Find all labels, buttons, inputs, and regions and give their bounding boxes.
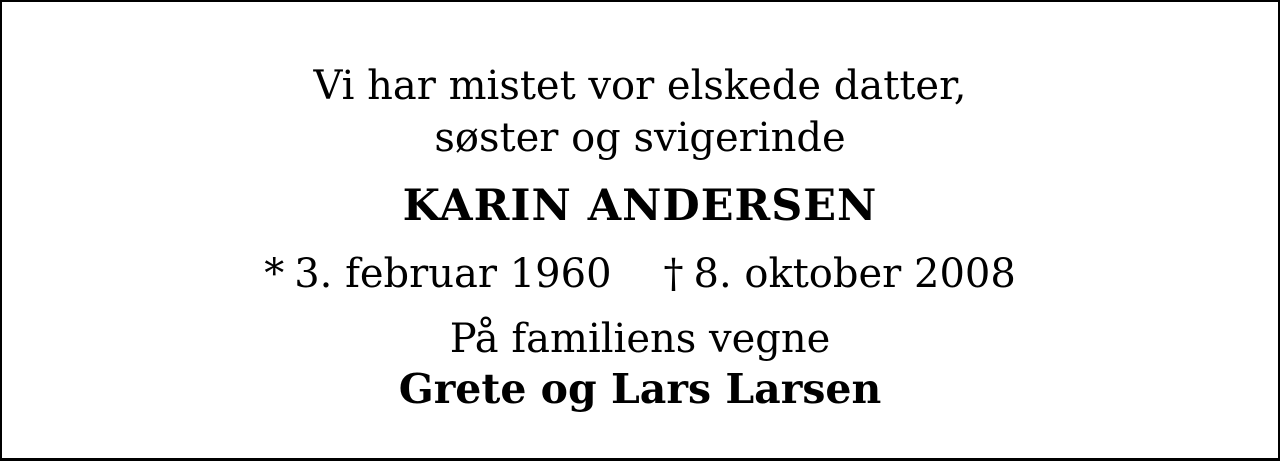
death-date-group: [664, 248, 1016, 300]
intro-line-2: søster og svigerinde: [434, 115, 846, 161]
birth-star-symbol: *: [264, 251, 285, 297]
intro-line-1: Vi har mistet vor elskede datter,: [313, 63, 967, 109]
life-dates: [2, 248, 1278, 300]
intro-text: [2, 60, 1278, 164]
deceased-name: KARIN ANDERSEN: [402, 181, 878, 231]
closing-line: På familiens vegne: [449, 316, 831, 362]
birth-date-group: [264, 251, 611, 297]
death-cross-symbol: †: [663, 251, 684, 297]
signature-names: Grete og Lars Larsen: [398, 365, 882, 413]
birth-date: 3. februar 1960: [294, 251, 612, 297]
death-notice-content: [2, 2, 1278, 458]
death-date: 8. oktober 2008: [693, 251, 1016, 297]
